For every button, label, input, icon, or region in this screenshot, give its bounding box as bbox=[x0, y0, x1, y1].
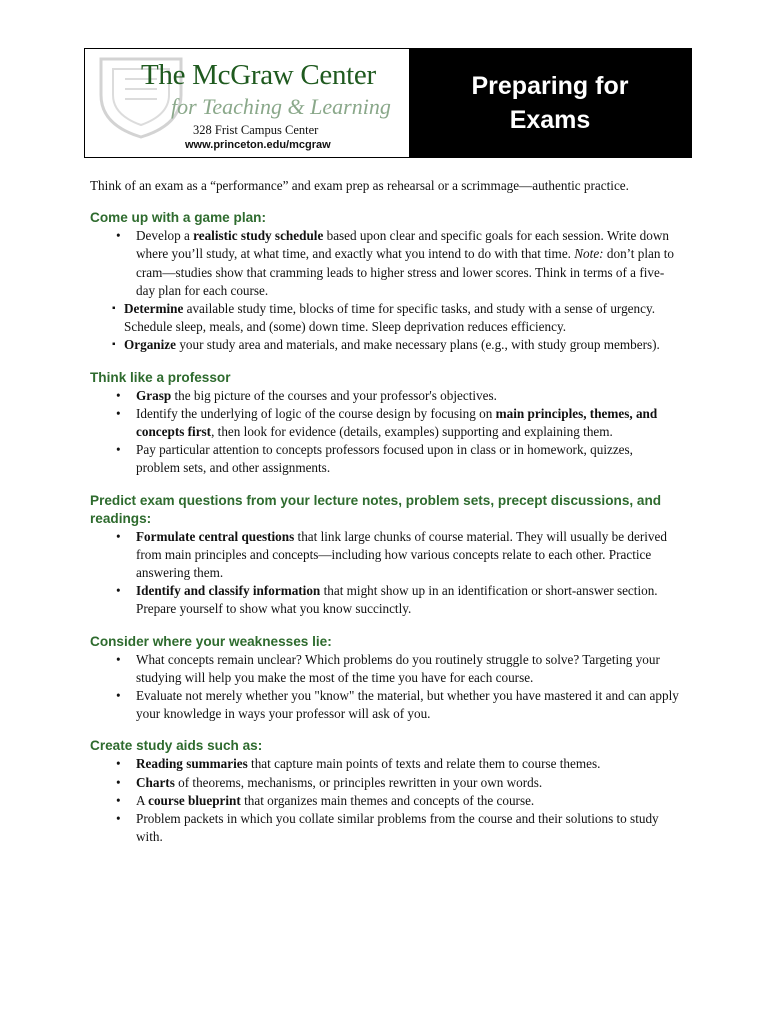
professor-list bbox=[90, 387, 680, 478]
bullet-icon: • bbox=[116, 387, 121, 403]
list-item: • Formulate central questions that link large chunks of course material. They will usually be derived from main principles and concepts—including how various concepts relate to each other. Practice answering them. bbox=[116, 528, 667, 581]
list-item: • Reading summaries that capture main points of texts and relate them to course themes. bbox=[90, 755, 680, 773]
list-item: • What concepts remain unclear? Which problems do you routinely struggle to solve? Targeting your studying will help you make the most of the time you have for each course. bbox=[116, 651, 660, 685]
study-aids-list bbox=[90, 755, 680, 846]
list-item: • Evaluate not merely whether you "know" the material, but whether you have mastered it and can apply your knowledge in ways your professor will ask of you. bbox=[116, 688, 679, 722]
bullet-icon: • bbox=[116, 442, 121, 458]
predict-list bbox=[90, 528, 680, 619]
weaknesses-list bbox=[90, 651, 680, 724]
square-bullet-icon: ▪ bbox=[112, 303, 116, 315]
document-title bbox=[409, 49, 691, 157]
list-item: • Grasp the big picture of the courses and your professor's objectives. bbox=[90, 387, 680, 405]
header-banner bbox=[84, 48, 692, 158]
title-line-1: Preparing for bbox=[471, 72, 629, 100]
mcgraw-logo-panel bbox=[85, 49, 409, 157]
bullet-icon: • bbox=[116, 583, 121, 599]
document-body bbox=[90, 177, 680, 860]
center-name: The McGraw Center bbox=[141, 59, 376, 91]
list-item: ▪ Organize your study area and materials, and make necessary plans (e.g., with study group members). bbox=[90, 336, 680, 354]
list-item: ▪ Determine available study time, blocks of time for specific tasks, and study with a sense of urgency. Schedule sleep, meals, and (some) down time. Sleep deprivation reduces efficiency. bbox=[112, 301, 656, 335]
game-plan-list bbox=[90, 227, 680, 354]
list-item: • Charts of theorems, mechanisms, or principles rewritten in your own words. bbox=[90, 774, 680, 792]
intro-paragraph: Think of an exam as a “performance” and exam prep as rehearsal or a scrimmage—authentic practice. bbox=[90, 178, 629, 193]
center-address: 328 Frist Campus Center bbox=[193, 123, 319, 137]
bullet-icon: • bbox=[116, 405, 121, 421]
bullet-icon: • bbox=[116, 774, 121, 790]
bullet-icon: • bbox=[116, 756, 121, 772]
list-item: • Problem packets in which you collate similar problems from the course and their solutions to study with. bbox=[116, 811, 659, 845]
list-item: • Pay particular attention to concepts professors focused upon in class or in homework, quizzes, problem sets, and other assignments. bbox=[116, 442, 633, 476]
list-item: • Develop a realistic study schedule based upon clear and specific goals for each session. Write down where you’ll study, at what time, and exactly what you intend to do with that time. Note: don’t plan to cram—studies show that cramming leads to higher stress and lower scores. Think in terms of a five-day plan for each course. bbox=[116, 228, 675, 298]
bullet-icon: • bbox=[116, 792, 121, 808]
square-bullet-icon: ▪ bbox=[112, 339, 116, 351]
center-subtitle: for Teaching & Learning bbox=[171, 94, 391, 119]
center-url: www.princeton.edu/mcgraw bbox=[185, 139, 331, 151]
list-item: • Identify and classify information that might show up in an identification or short-answer section. Prepare yourself to show what you know succinctly. bbox=[116, 583, 658, 617]
bullet-icon: • bbox=[116, 228, 121, 244]
title-line-2: Exams bbox=[509, 106, 591, 134]
bullet-icon: • bbox=[116, 651, 121, 667]
list-item: • A course blueprint that organizes main themes and concepts of the course. bbox=[90, 792, 680, 810]
bullet-icon: • bbox=[116, 811, 121, 827]
section-heading-weaknesses: Consider where your weaknesses lie: bbox=[90, 633, 332, 649]
bullet-icon: • bbox=[116, 688, 121, 704]
list-item: • Identify the underlying of logic of the course design by focusing on main principles, themes, and concepts first, then look for evidence (details, examples) supporting and explaining them. bbox=[116, 405, 658, 440]
section-heading-professor: Think like a professor bbox=[90, 369, 231, 385]
section-heading-game-plan: Come up with a game plan: bbox=[90, 210, 266, 226]
section-heading-study-aids: Create study aids such as: bbox=[90, 738, 263, 754]
section-heading-predict: Predict exam questions from your lecture notes, problem sets, precept discussions, and readings: bbox=[90, 492, 662, 526]
bullet-icon: • bbox=[116, 528, 121, 544]
